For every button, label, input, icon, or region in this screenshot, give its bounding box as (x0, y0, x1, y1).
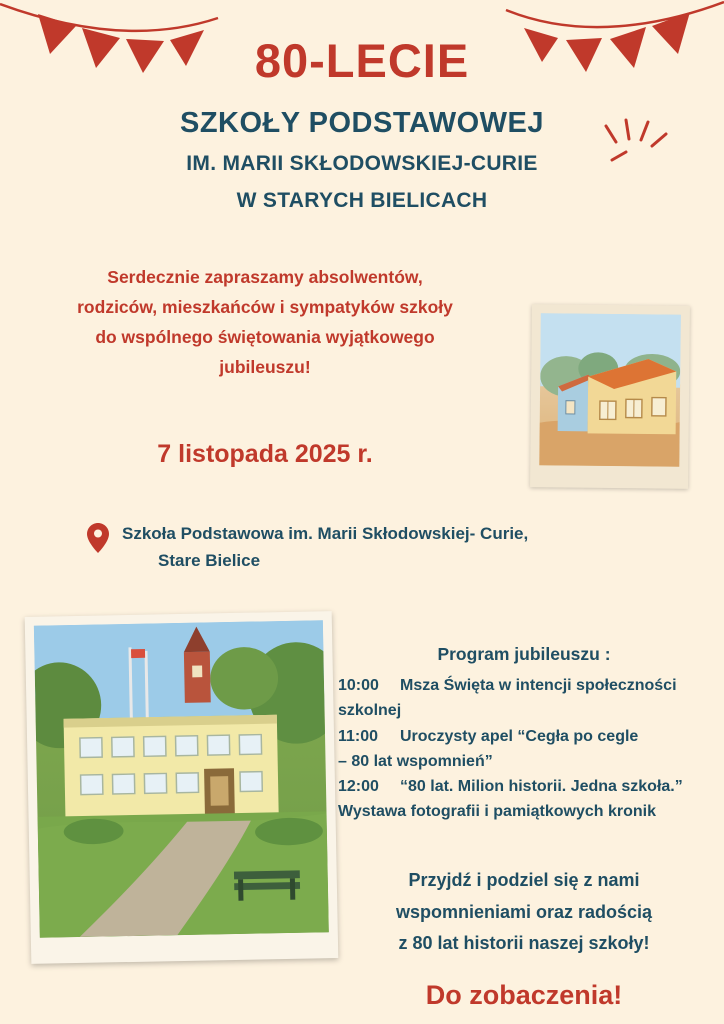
program-item-text: – 80 lat wspomnień” (338, 752, 493, 770)
program-block (338, 644, 710, 825)
closing-line-3: z 80 lat historii naszej szkoły! (398, 933, 650, 953)
invitation-line-3: do wspólnego świętowania wyjątkowego (95, 327, 435, 348)
subtitle-place: W STARYCH BIELICACH (236, 189, 488, 213)
watercolor-school-painting (530, 304, 690, 489)
program-list (338, 673, 710, 825)
invitation-line-2: rodziców, mieszkańców i sympatyków szkoły (77, 297, 453, 318)
program-item-text: Msza Święta w intencji społeczności (400, 677, 677, 694)
invitation-line-1: Serdecznie zapraszamy absolwentów, (107, 267, 423, 287)
map-pin-icon (86, 522, 110, 554)
event-date: 7 listopada 2025 r. (157, 440, 373, 468)
program-item-text: Uroczysty apel “Cegła po cegle (400, 727, 639, 745)
program-title: Program jubileuszu : (437, 644, 611, 664)
closing-line-2: wspomnieniami oraz radością (395, 901, 653, 922)
program-item-time: 10:00 (338, 677, 379, 694)
invitation-text (40, 262, 490, 382)
school-building-photo (25, 611, 339, 964)
closing-block (338, 865, 710, 1019)
location-block (86, 520, 626, 574)
program-item (338, 724, 710, 749)
program-item (338, 698, 710, 723)
invitation-line-4: jubileuszu! (219, 357, 311, 378)
program-item-text: szkolnej (338, 702, 402, 720)
program-item (338, 799, 710, 824)
painting-artwork (539, 313, 681, 466)
location-line-1: Szkoła Podstawowa im. Marii Skłodowskiej- Curie, (122, 524, 529, 543)
page-title: 80-LECIE (254, 34, 470, 87)
program-item-time: 12:00 (338, 778, 379, 796)
program-item-time: 11:00 (338, 727, 379, 745)
program-item (338, 673, 710, 698)
photo-content (34, 620, 329, 937)
location-line-2: Stare Bielice (158, 551, 261, 571)
sparkle-burst-icon (596, 118, 676, 176)
subtitle-school: SZKOŁY PODSTAWOWEJ (179, 107, 544, 140)
program-item (338, 749, 710, 774)
program-item (338, 774, 710, 799)
program-item-text: Wystawa fotografii i pamiątkowych kronik (338, 803, 656, 821)
program-item-text: “80 lat. Milion historii. Jedna szkoła.” (400, 778, 683, 796)
subtitle-patron: IM. MARII SKŁODOWSKIEJ-CURIE (186, 152, 538, 176)
closing-line-1: Przyjdź i podziel się z nami (408, 870, 640, 890)
closing-final: Do zobaczenia! (425, 979, 623, 1010)
